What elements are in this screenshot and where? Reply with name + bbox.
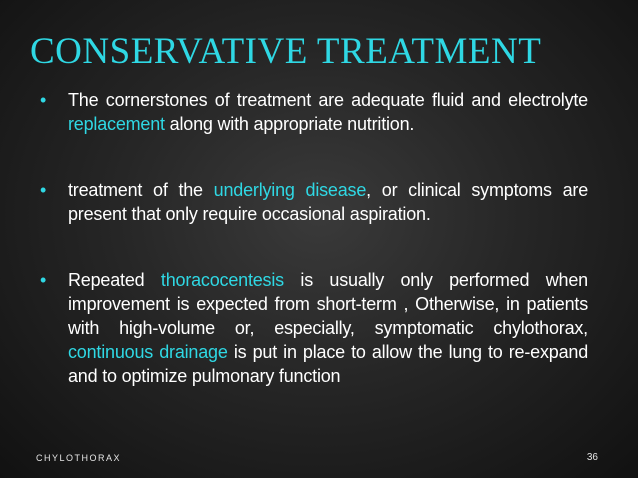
slide-title: CONSERVATIVE TREATMENT <box>30 31 542 72</box>
bullet-3-highlight-2: continuous drainage <box>68 342 228 362</box>
bullet-3-text-middle: is usually only performed when improvement is expected from short-term , Otherwise, in patients with high-volume or, especially, symptomatic chylothorax, <box>68 270 588 338</box>
bullet-1-text: The cornerstones of treatment are adequate fluid and electrolyte <box>68 90 588 110</box>
footer-label: CHYLOTHORAX <box>36 453 122 463</box>
bullet-3-highlight: thoracocentesis <box>160 270 284 290</box>
bullet-3-text-end: is put in place to allow the lung to re-expand and to optimize pulmonary function <box>68 342 589 386</box>
bullet-2-text-end: , or clinical symptoms are present that only require occasional aspiration. <box>68 180 589 224</box>
bullet-1-text-end: along with appropriate nutrition. <box>164 114 415 134</box>
bullet-item-3 <box>36 268 588 388</box>
bullet-item-1 <box>36 88 588 136</box>
bullet-2-highlight: underlying disease <box>213 180 367 200</box>
bullet-2-text: treatment of the <box>68 180 214 200</box>
bullet-1-highlight: replacement <box>68 114 165 134</box>
bullet-3-text: Repeated <box>68 270 161 290</box>
bullet-item-2 <box>36 178 588 226</box>
bullet-list <box>36 88 588 388</box>
page-number: 36 <box>586 452 598 463</box>
